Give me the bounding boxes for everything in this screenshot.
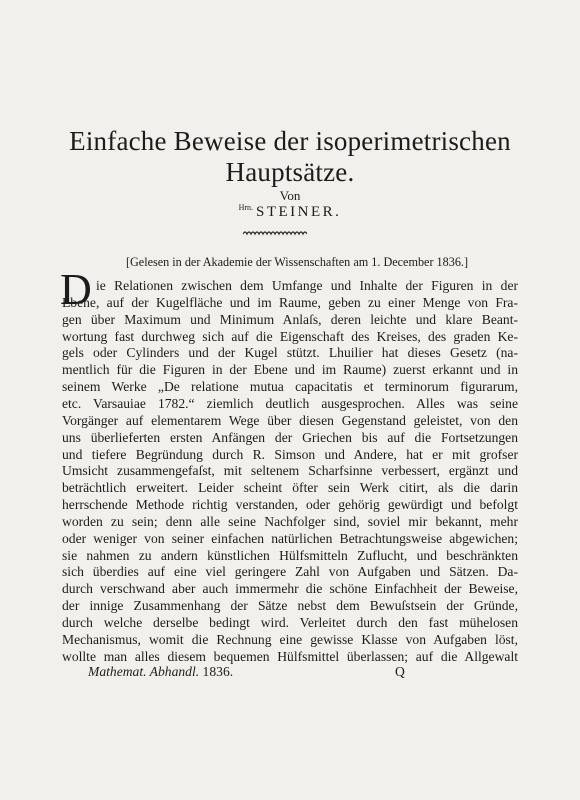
journal-name: Mathemat. Abhandl. <box>88 664 200 679</box>
body-line: wortung fast durchweg sich auf die Eigenschaft des Kreises, des graden Ke- <box>62 328 518 344</box>
ornament-divider <box>243 228 307 238</box>
body-line: Ebene, auf der Kugelfläche und im Raume, geben zu einer Menge von Fra- <box>62 294 518 310</box>
body-line: Mechanismus, womit die Rechnung eine gewisse Klasse von Aufgaben löst, <box>62 631 518 647</box>
body-line: sie nahmen zu andern künstlichen Hülfsmitteln Zuflucht, und beschränkten <box>62 547 518 563</box>
body-line: gen über Maximum und Minimum Anlaſs, deren leichte und klare Beant- <box>62 311 518 327</box>
body-line: worden zu sein; denn alle seine Nachfolger sind, soviel mir bekannt, mehr <box>62 513 518 529</box>
body-line: etc. Varsauiae 1782.“ ziemlich deutlich ausgesprochen. Alles was seine <box>62 395 518 411</box>
body-line: durch verschwand aber auch immermehr die schöne Einfachheit der Beweise, <box>62 581 518 597</box>
body-line: herrschende Methode richtig verstanden, oder gehörig gewürdigt und befolgt <box>62 497 518 513</box>
author-prefix: Hrn. <box>238 203 254 212</box>
body-line: sich überdies auf eine viel geringere Zahl von Aufgaben und Sätzen. Da- <box>62 564 518 580</box>
drop-capital: D <box>60 265 92 314</box>
body-line: wollte man alles diesem bequemen Hülfsmittel überlassen; auf die Allgewalt <box>62 648 518 664</box>
byline-von: Von <box>279 188 301 203</box>
body-line: seinem Werke „De relatione mutua capacitatis et terminorum figurarum, <box>62 379 518 395</box>
title-line-2: Hauptsätze. <box>225 157 355 187</box>
footer-journal <box>88 664 233 680</box>
journal-year: 1836. <box>202 664 234 679</box>
title-line-1: Einfache Beweise der isoperimetrischen <box>69 126 511 156</box>
body-line: gels oder Cylinders und der Kugel stützt. Lhuilier hat dieses Gesetz (na- <box>62 345 518 361</box>
body-line: und tiefere Begründung durch R. Simson und Andere, hat er mit grofser <box>62 446 518 462</box>
body-line: der innige Zusammenhang der Sätze nebst dem Bewuſstsein der Gründe, <box>62 598 518 614</box>
body-line: ie Relationen zwischen dem Umfange und Inhalte der Figuren in der <box>96 278 518 293</box>
body-line: uns überlieferten ersten Anfängen der Griechen bis auf die Fortsetzungen <box>62 429 518 445</box>
author-name: STEINER. <box>256 204 342 220</box>
author <box>0 203 580 221</box>
body-line: Vorgänger auf elementarem Wege über diesen Gegenstand geleistet, von den <box>62 412 518 428</box>
body-line: beträchtlich erweitert. Leider scheint öfter sein Werk citirt, als die darin <box>62 480 518 496</box>
signature-mark: Q <box>395 664 405 679</box>
reading-note: [Gelesen in der Akademie der Wissenschaften am 1. December 1836.] <box>125 255 469 269</box>
body-line: mentlich für die Figuren in der Ebene und im Raume) zuerst erkannt und in <box>62 362 518 378</box>
body-line: durch welche derselbe bedingt wird. Verleitet durch den fast mühelosen <box>62 615 518 630</box>
body-line: oder weniger von seiner einfachen natürlichen Betrachtungsweise abgewichen; <box>62 530 518 546</box>
body-line: Umsicht zusammengefaſst, mit seltenem Scharfsinne verbessert, ergänzt und <box>62 463 518 479</box>
